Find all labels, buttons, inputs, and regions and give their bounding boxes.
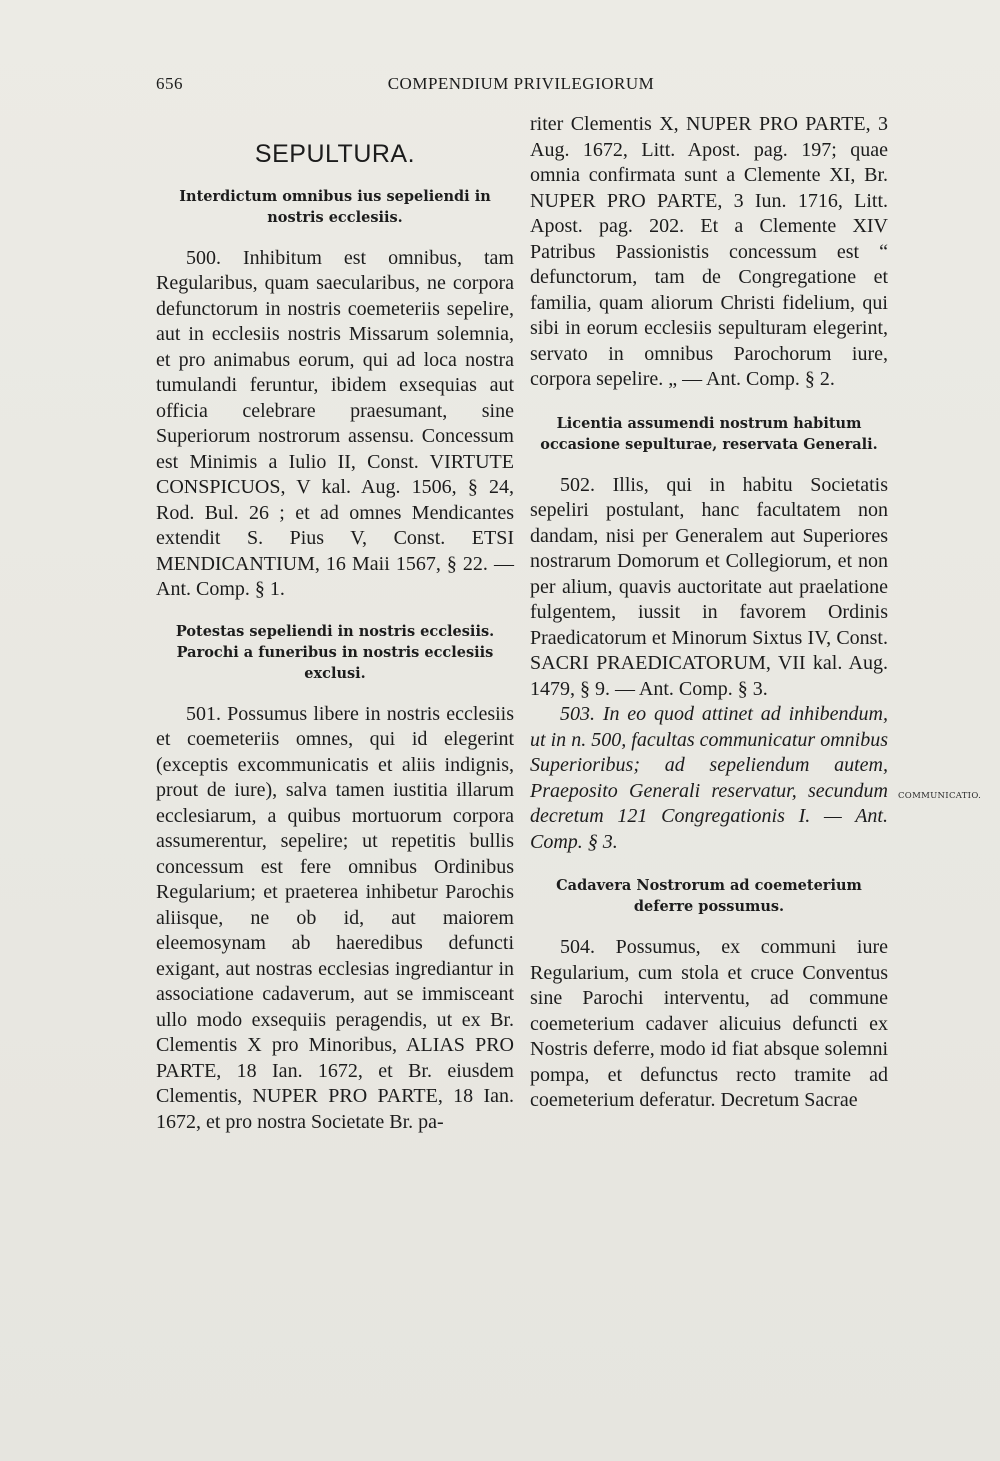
paragraph-500: 500. Inhibitum est omnibus, tam Regularibus, quam saecularibus, ne corpora defunctorum in nostris coemeteriis sepelire, aut in ecclesiis nostris Missarum solemnia, et pro animabus eorum, qui ad loca nostra tumulandi feruntur, ibidem exsequias aut officia celebrare praesumant, sine Superiorum nostrorum assensu. Concessum est Minimis a Iulio II, Const. VIRTUTE CONSPICUOS, V kal. Aug. 1506, § 24, Rod. Bul. 26 ; et ad omnes Mendicantes extendit S. Pius V, Const. ETSI MENDICANTIUM, 16 Maii 1567, § 22. — Ant. Comp. § 1. <box>156 246 514 600</box>
right-column <box>530 112 888 1114</box>
paragraph-501: 501. Possumus libere in nostris ecclesiis et coemeteriis omnes, qui id elegerint (exceptis excommunicatis et aliis indignis, prout de iure), salva tamen iustitia illarum ecclesiarum, a quibus mortuorum corpora assumerentur, sepelire; ut repetitis bullis concessum est fere omnibus Ordinibus Regularium; et praeterea inhibetur Parochis aliisque, ne ob id, aut maiorem eleemosynam ab haeredibus defuncti exigant, aut nostras ecclesias ingrediantur in associatione cadaverum, aut se immisceant ullo modo exsequiis peragendis, ut ex Br. Clementis X pro Minoribus, ALIAS PRO PARTE, 18 Ian. 1672, et Br. eiusdem Clementis, NUPER PRO PARTE, 18 Ian. 1672, et pro nostra Societate Br. pa- <box>156 702 514 1133</box>
left-column <box>156 112 514 1135</box>
heading-interdictum: Interdictum omnibus ius sepeliendi in nostris ecclesiis. <box>179 187 491 226</box>
paragraph-501-continued: riter Clementis X, NUPER PRO PARTE, 3 Aug. 1672, Litt. Apost. pag. 197; quae omnia confirmata sunt a Clemente XI, Br. NUPER PRO PARTE, 3 Iun. 1716, Litt. Apost. pag. 202. Et a Clemente XIV Patribus Passionistis concessum est “ defunctorum, tam de Congregatione et familia, quam aliorum Christi fidelium, qui sibi in eorum ecclesiis sepulturam elegerint, servato in omnibus Parochorum iure, corpora sepelire. „ — Ant. Comp. § 2. <box>530 113 888 390</box>
paragraph-502: 502. Illis, qui in habitu Societatis sepeliri postulant, hanc facultatem non dandam, nisi per Generalem aut Superiores nostrarum Domorum et Collegiorum, et non per alium, quavis auctoritate aut praelatione fulgentem, iussit in favorem Ordinis Praedicatorum et Minorum Sixtus IV, Const. SACRI PRAEDICATORUM, VII kal. Aug. 1479, § 9. — Ant. Comp. § 3. <box>530 473 888 700</box>
heading-potestas: Potestas sepeliendi in nostris ecclesiis. Parochi a funeribus in nostris ecclesiis exclusi. <box>175 622 495 682</box>
running-head <box>156 74 886 100</box>
running-title: COMPENDIUM PRIVILEGIORUM <box>387 74 655 93</box>
heading-cadavera: Cadavera Nostrorum ad coemeterium deferre possumus. <box>556 877 862 915</box>
page-number: 656 <box>156 74 183 93</box>
paragraph-504: 504. Possumus, ex communi iure Regularium, cum stola et cruce Conventus sine Parochi interventu, ad commune coemeterium cadaver alicuius defuncti ex Nostris deferre, modo id fiat absque solemni pompa, et defunctus recto tramite ad coemeterium deferatur. Decretum Sacrae <box>530 936 888 1111</box>
section-title: SEPULTURA. <box>254 140 416 168</box>
paragraph-503: 503. In eo quod attinet ad inhibendum, ut in n. 500, facultas communicatur omnibus Superioribus; ad sepeliendum autem, Praeposito Generali reservatur, secundum decretum 121 Congregationis I. — Ant. Comp. § 3. <box>530 703 888 853</box>
heading-licentia: Licentia assumendi nostrum habitum occasione sepulturae, reservata Generali. <box>540 414 878 453</box>
margin-note: COMMUNICATIO. <box>898 791 982 801</box>
